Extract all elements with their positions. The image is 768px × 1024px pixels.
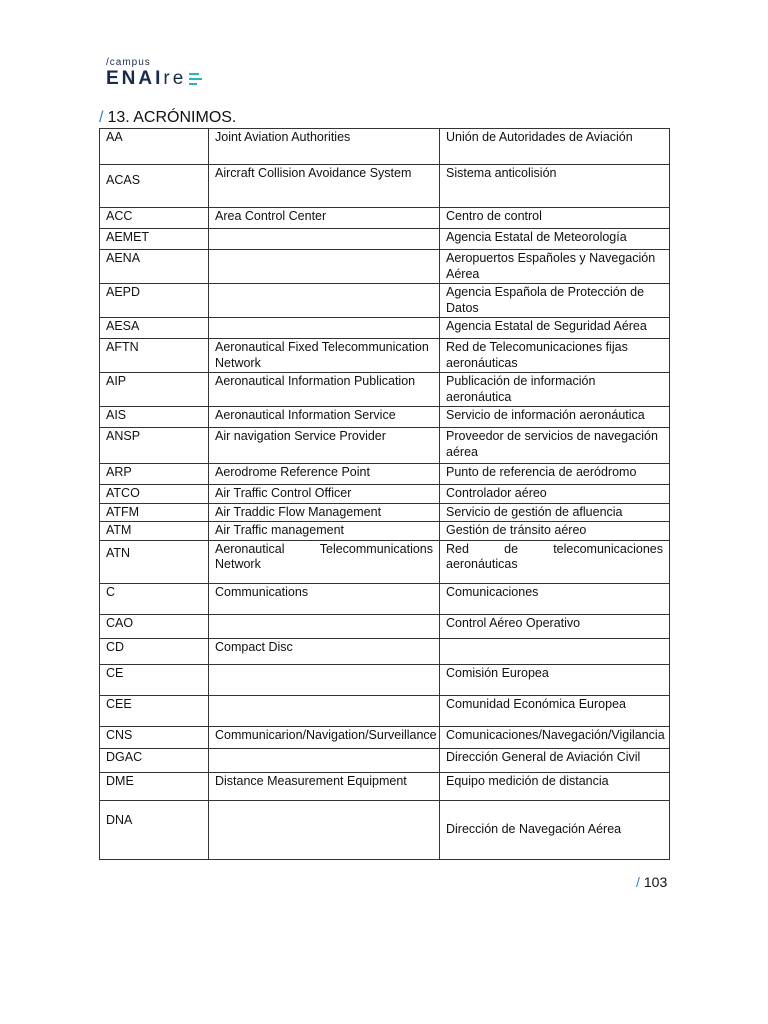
spanish-term-cell: Agencia Estatal de Meteorología — [440, 229, 670, 250]
table-row — [100, 614, 670, 638]
english-term-cell: Aerodrome Reference Point — [209, 464, 440, 485]
english-term-cell: Distance Measurement Equipment — [209, 772, 440, 800]
spanish-term-cell: Red de telecomunicaciones aeronáuticas — [440, 540, 670, 583]
spanish-term-cell: Agencia Española de Protección de Datos — [440, 284, 670, 318]
acronyms-table — [99, 128, 670, 860]
spanish-term-cell: Red de Telecomunicaciones fijas aeronáuticas — [440, 339, 670, 373]
english-term-cell — [209, 229, 440, 250]
acronym-cell: CNS — [100, 726, 209, 748]
spanish-term-cell: Servicio de gestión de afluencia — [440, 503, 670, 522]
table-row — [100, 250, 670, 284]
english-term-cell — [209, 695, 440, 726]
table-row — [100, 540, 670, 583]
english-term-cell: Air Traffic Control Officer — [209, 485, 440, 504]
acronym-cell: AEMET — [100, 229, 209, 250]
table-row — [100, 165, 670, 208]
acronym-cell: AEPD — [100, 284, 209, 318]
table-row — [100, 485, 670, 504]
table-row — [100, 284, 670, 318]
acronym-cell: ACC — [100, 208, 209, 229]
table-row — [100, 664, 670, 695]
spanish-term-cell: Publicación de información aeronáutica — [440, 373, 670, 407]
spanish-term-cell: Control Aéreo Operativo — [440, 614, 670, 638]
english-term-cell — [209, 250, 440, 284]
spanish-term-cell: Comunicaciones/Navegación/Vigilancia — [440, 726, 670, 748]
english-term-cell: Communications — [209, 583, 440, 614]
english-term-cell — [209, 284, 440, 318]
spanish-term-cell: Proveedor de servicios de navegación aérea — [440, 428, 670, 464]
section-title: 13. ACRÓNIMOS. — [107, 109, 237, 126]
english-term-cell — [209, 800, 440, 859]
table-row — [100, 583, 670, 614]
english-term-cell: Compact Disc — [209, 638, 440, 664]
acronym-cell: ATFM — [100, 503, 209, 522]
table-row — [100, 208, 670, 229]
spanish-term-cell: Controlador aéreo — [440, 485, 670, 504]
spanish-term-cell: Punto de referencia de aeródromo — [440, 464, 670, 485]
spanish-term-cell: Sistema anticolisión — [440, 165, 670, 208]
acronym-cell: CEE — [100, 695, 209, 726]
english-term-cell: Air Traffic management — [209, 522, 440, 541]
spanish-term-cell — [440, 638, 670, 664]
spanish-term-cell: Unión de Autoridades de Aviación — [440, 129, 670, 165]
english-term-cell — [209, 748, 440, 772]
spanish-term-cell: Comisión Europea — [440, 664, 670, 695]
spanish-term-cell: Servicio de información aeronáutica — [440, 407, 670, 428]
table-row — [100, 503, 670, 522]
english-term-cell: Aeronautical Information Publication — [209, 373, 440, 407]
english-term-cell — [209, 318, 440, 339]
table-row — [100, 695, 670, 726]
table-row — [100, 318, 670, 339]
english-term-cell: Aeronautical Information Service — [209, 407, 440, 428]
enaire-logo — [106, 58, 202, 89]
acronym-cell: ATM — [100, 522, 209, 541]
spanish-term-cell: Comunicaciones — [440, 583, 670, 614]
table-row — [100, 638, 670, 664]
table-row — [100, 772, 670, 800]
spanish-term-cell: Aeropuertos Españoles y Navegación Aérea — [440, 250, 670, 284]
acronym-cell: ATCO — [100, 485, 209, 504]
logo-wordmark: ENAIre — [106, 68, 187, 89]
english-term-cell: Air navigation Service Provider — [209, 428, 440, 464]
acronym-cell: C — [100, 583, 209, 614]
acronym-cell: ATN — [100, 540, 209, 583]
spanish-term-cell: Agencia Estatal de Seguridad Aérea — [440, 318, 670, 339]
english-term-cell: Aeronautical Fixed Telecommunication Network — [209, 339, 440, 373]
spanish-term-cell: Centro de control — [440, 208, 670, 229]
acronym-cell: AENA — [100, 250, 209, 284]
acronym-cell: CD — [100, 638, 209, 664]
section-heading: / 13. ACRÓNIMOS. — [99, 109, 237, 126]
acronym-cell: AIS — [100, 407, 209, 428]
acronym-cell: DME — [100, 772, 209, 800]
table-row — [100, 800, 670, 859]
table-row — [100, 373, 670, 407]
acronym-cell: DGAC — [100, 748, 209, 772]
table-row — [100, 129, 670, 165]
english-term-cell: Aeronautical Telecommunications Network — [209, 540, 440, 583]
table-row — [100, 464, 670, 485]
english-term-cell — [209, 664, 440, 695]
table-row — [100, 748, 670, 772]
english-term-cell: Joint Aviation Authorities — [209, 129, 440, 165]
english-term-cell — [209, 614, 440, 638]
table-row — [100, 522, 670, 541]
acronym-cell: AESA — [100, 318, 209, 339]
english-term-cell: Area Control Center — [209, 208, 440, 229]
acronym-cell: CE — [100, 664, 209, 695]
spanish-term-cell: Comunidad Económica Europea — [440, 695, 670, 726]
spanish-term-cell: Dirección de Navegación Aérea — [440, 800, 670, 859]
acronym-cell: CAO — [100, 614, 209, 638]
table-row — [100, 726, 670, 748]
english-term-cell: Communicarion/Navigation/Surveillance — [209, 726, 440, 748]
acronym-cell: ARP — [100, 464, 209, 485]
spanish-term-cell: Gestión de tránsito aéreo — [440, 522, 670, 541]
page-number: / 103 — [636, 874, 668, 890]
spanish-term-cell: Dirección General de Aviación Civil — [440, 748, 670, 772]
table-row — [100, 339, 670, 373]
acronym-cell: ACAS — [100, 165, 209, 208]
acronym-cell: ANSP — [100, 428, 209, 464]
logo-campus-text: /campus — [106, 57, 151, 68]
acronym-cell: AIP — [100, 373, 209, 407]
acronym-cell: DNA — [100, 800, 209, 859]
acronym-cell: AFTN — [100, 339, 209, 373]
logo-lines-icon — [189, 73, 202, 85]
english-term-cell: Aircraft Collision Avoidance System — [209, 165, 440, 208]
table-row — [100, 428, 670, 464]
spanish-term-cell: Equipo medición de distancia — [440, 772, 670, 800]
table-row — [100, 229, 670, 250]
table-row — [100, 407, 670, 428]
english-term-cell: Air Traddic Flow Management — [209, 503, 440, 522]
acronym-cell: AA — [100, 129, 209, 165]
